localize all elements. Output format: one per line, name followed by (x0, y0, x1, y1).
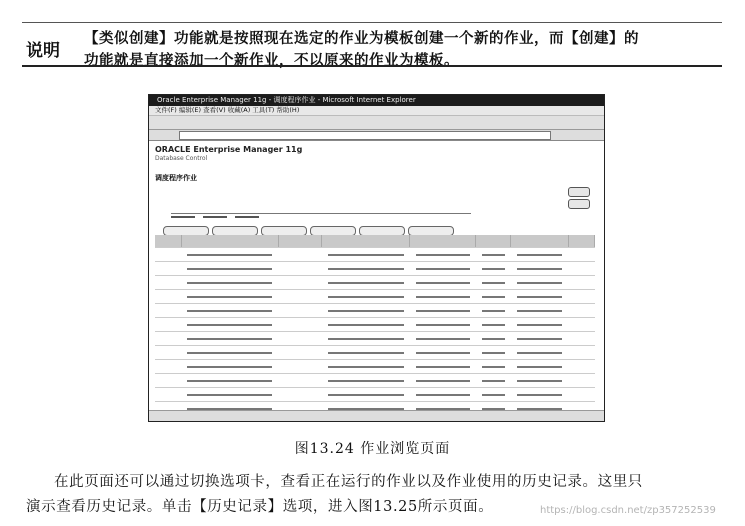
note-divider (22, 65, 722, 67)
figure-side-button (568, 199, 590, 209)
figure-status-bar (149, 410, 604, 421)
figure-product-logo: ORACLE Enterprise Manager 11g (155, 145, 303, 154)
note-line-1: 【类似创建】功能就是按照现在选定的作业为模板创建一个新的作业，而【创建】的 (84, 30, 639, 47)
table-row (155, 276, 595, 290)
table-row (155, 346, 595, 360)
figure-window-title: Oracle Enterprise Manager 11g - 调度程序作业 - Microsoft Internet Explorer (149, 95, 604, 106)
figure-table-header (155, 235, 595, 248)
watermark: https://blog.csdn.net/zp357252539 (540, 505, 716, 516)
figure-job-table (155, 235, 595, 416)
figure-tab (171, 210, 195, 218)
note-label: 说明 (26, 41, 60, 61)
figure-address-field (179, 131, 551, 140)
table-row (155, 262, 595, 276)
note-box (0, 0, 745, 82)
figure-tab (235, 210, 259, 218)
figure-screenshot (148, 94, 605, 422)
table-row (155, 304, 595, 318)
figure-side-button (568, 187, 590, 197)
figure-caption: 图13.24 作业浏览页面 (294, 441, 451, 457)
figure-menu-bar: 文件(F) 编辑(E) 查看(V) 收藏(A) 工具(T) 帮助(H) (149, 106, 604, 116)
figure-product-sub: Database Control (155, 155, 208, 162)
table-row (155, 360, 595, 374)
table-row (155, 388, 595, 402)
body-line-2: 演示查看历史记录。单击【历史记录】选项，进入图13.25所示页面。 (26, 499, 494, 515)
figure-tab (203, 210, 227, 218)
figure-page (149, 141, 604, 411)
table-row (155, 318, 595, 332)
table-row (155, 374, 595, 388)
figure-address-bar (149, 130, 604, 141)
note-top-rule (22, 22, 722, 23)
note-line-2: 功能就是直接添加一个新作业，不以原来的作业为模板。 (84, 52, 459, 69)
body-line-1: 在此页面还可以通过切换选项卡，查看正在运行的作业以及作业使用的历史记录。这里只 (54, 474, 643, 490)
table-row (155, 332, 595, 346)
figure-toolbar (149, 116, 604, 130)
figure-tabs (171, 203, 471, 214)
table-row (155, 290, 595, 304)
figure-page-heading: 调度程序作业 (155, 174, 197, 182)
table-row (155, 248, 595, 262)
